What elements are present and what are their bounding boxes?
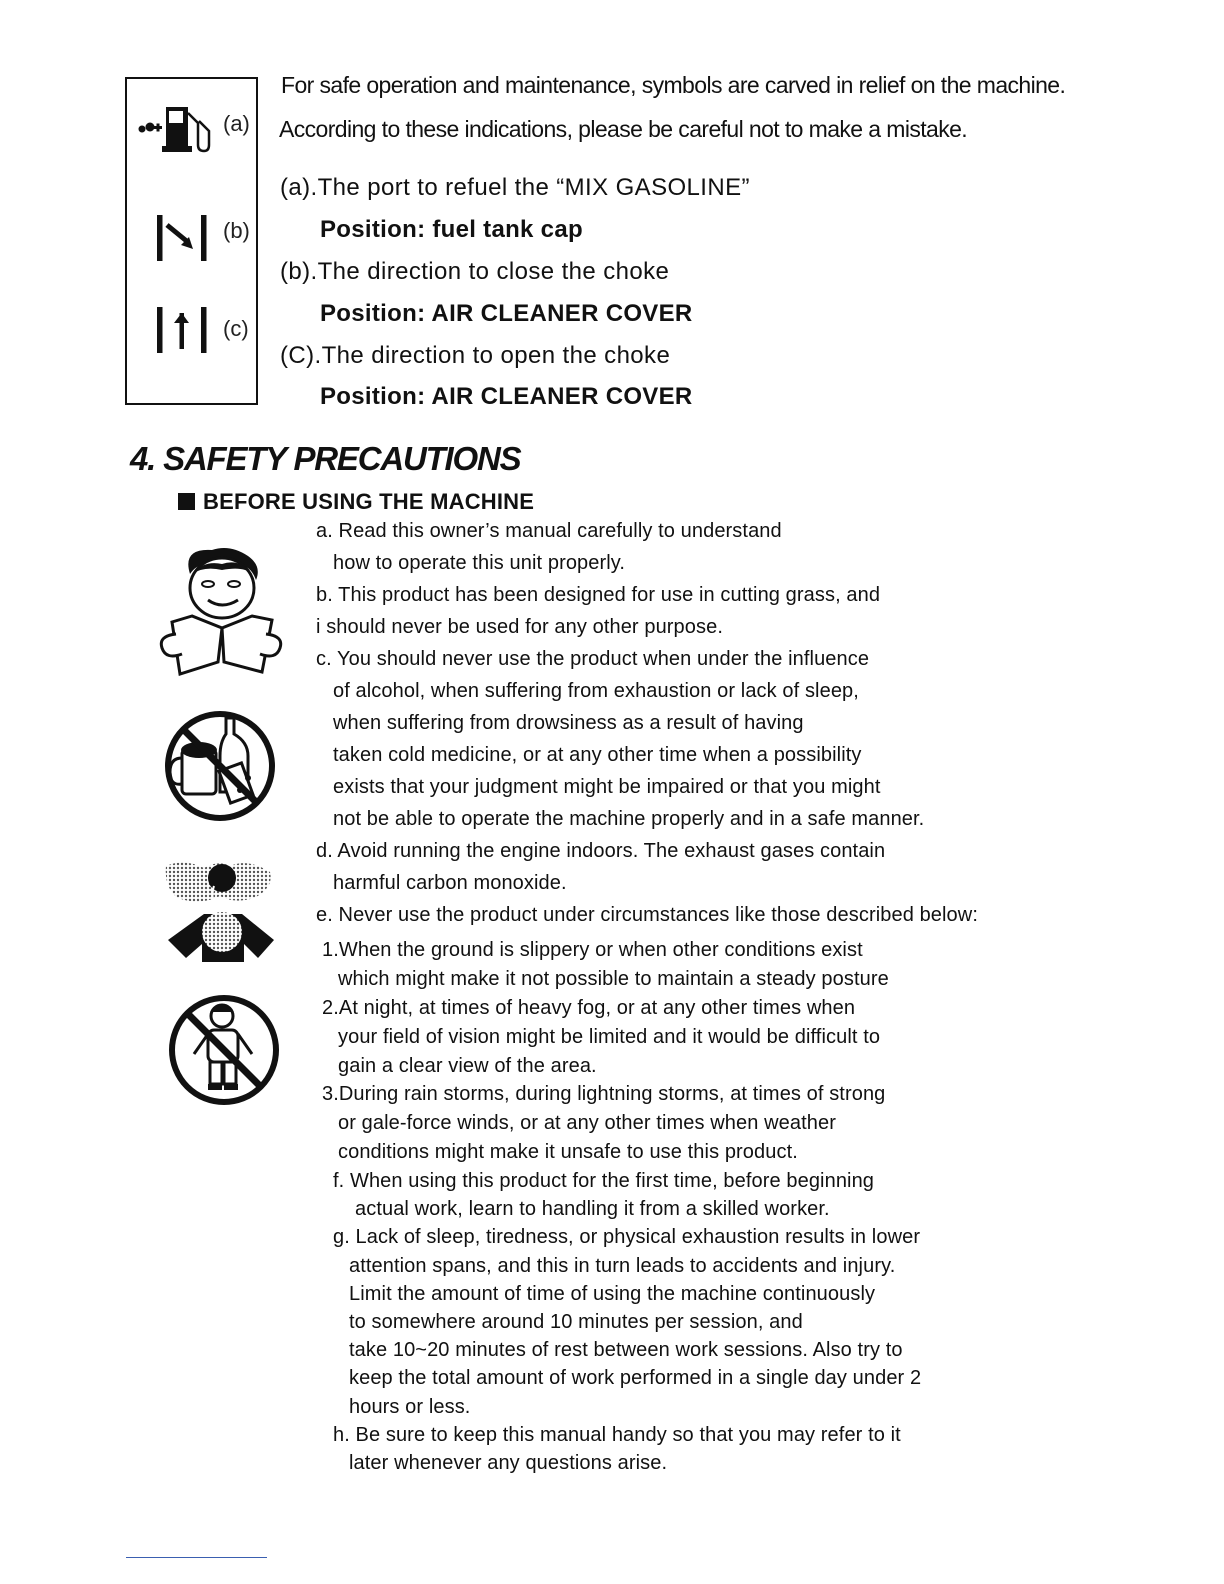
line-g-cont-3: to somewhere around 10 minutes per session, and [349,1311,803,1333]
symbol-label-c: (c) [223,316,249,341]
line-c-cont-4: exists that your judgment might be impaired or that you might [333,776,881,798]
line-d: d. Avoid running the engine indoors. The exhaust gases contain [316,840,886,862]
symbol-position-c: Position: AIR CLEANER COVER [320,383,693,410]
line-a-cont: how to operate this unit properly. [333,552,626,574]
line-g-cont-5: keep the total amount of work performed in a single day under 2 [349,1367,922,1389]
line-e-3: 3.During rain storms, during lightning storms, at times of strong [322,1083,886,1105]
line-d-cont: harmful carbon monoxide. [333,872,567,894]
line-g: g. Lack of sleep, tiredness, or physical exhaustion results in lower [333,1226,921,1248]
line-e: e. Never use the product under circumstances like those described below: [316,904,978,926]
line-c-cont-2: when suffering from drowsiness as a result of having [333,712,804,734]
line-e-2-cont-1: your field of vision might be limited and it would be difficult to [338,1026,881,1048]
exhaust-gas-icon [164,858,274,962]
symbol-item-b: (b).The direction to close the choke [280,258,670,285]
no-children-icon [166,992,282,1108]
line-b-cont: i should never be used for any other purpose. [316,616,723,638]
line-a: a. Read this owner’s manual carefully to understand [316,520,782,542]
section-subheading-text: BEFORE USING THE MACHINE [203,489,535,514]
reading-manual-icon [152,544,286,684]
line-e-3-cont-1: or gale-force winds, or at any other times when weather [338,1112,836,1134]
intro-line-1: For safe operation and maintenance, symbols are carved in relief on the machine. [281,72,1066,98]
line-e-3-cont-2: conditions might make it unsafe to use this product. [338,1141,798,1163]
line-g-cont-2: Limit the amount of time of using the machine continuously [349,1283,876,1305]
fuel-pump-icon [135,101,215,155]
footer-rule [126,1557,267,1558]
intro-line-2: According to these indications, please be careful not to make a mistake. [279,116,968,142]
section-title: 4. SAFETY PRECAUTIONS [130,440,521,477]
line-h: h. Be sure to keep this manual handy so that you may refer to it [333,1424,901,1446]
line-c-cont-5: not be able to operate the machine properly and in a safe manner. [333,808,925,830]
line-c-cont-3: taken cold medicine, or at any other time when a possibility [333,744,862,766]
symbol-panel [125,77,258,405]
line-c-cont-1: of alcohol, when suffering from exhaustion or lack of sleep, [333,680,859,702]
line-f-cont: actual work, learn to handling it from a skilled worker. [355,1198,830,1220]
symbol-item-c: (C).The direction to open the choke [280,342,671,369]
line-e-1-cont: which might make it not possible to maintain a steady posture [338,968,889,990]
line-c: c. You should never use the product when under the influence [316,648,870,670]
line-e-2: 2.At night, at times of heavy fog, or at any other times when [322,997,856,1019]
line-g-cont-1: attention spans, and this in turn leads to accidents and injury. [349,1255,896,1277]
symbol-label-a: (a) [223,111,250,136]
line-h-cont: later whenever any questions arise. [349,1452,668,1474]
line-g-cont-4: take 10~20 minutes of rest between work sessions. Also try to [349,1339,903,1361]
line-e-2-cont-2: gain a clear view of the area. [338,1055,597,1077]
symbol-label-b: (b) [223,218,250,243]
choke-close-icon [155,213,211,263]
symbol-position-a: Position: fuel tank cap [320,216,583,243]
line-g-cont-6: hours or less. [349,1396,471,1418]
line-b: b. This product has been designed for use in cutting grass, and [316,584,881,606]
section-subheading [178,489,534,515]
square-bullet-icon [178,493,195,510]
line-e-1: 1.When the ground is slippery or when other conditions exist [322,939,863,961]
choke-open-icon [155,305,211,355]
symbol-item-a: (a).The port to refuel the “MIX GASOLINE” [280,174,750,201]
line-f: f. When using this product for the first time, before beginning [333,1170,875,1192]
symbol-position-b: Position: AIR CLEANER COVER [320,300,693,327]
no-alcohol-icon [162,708,278,824]
